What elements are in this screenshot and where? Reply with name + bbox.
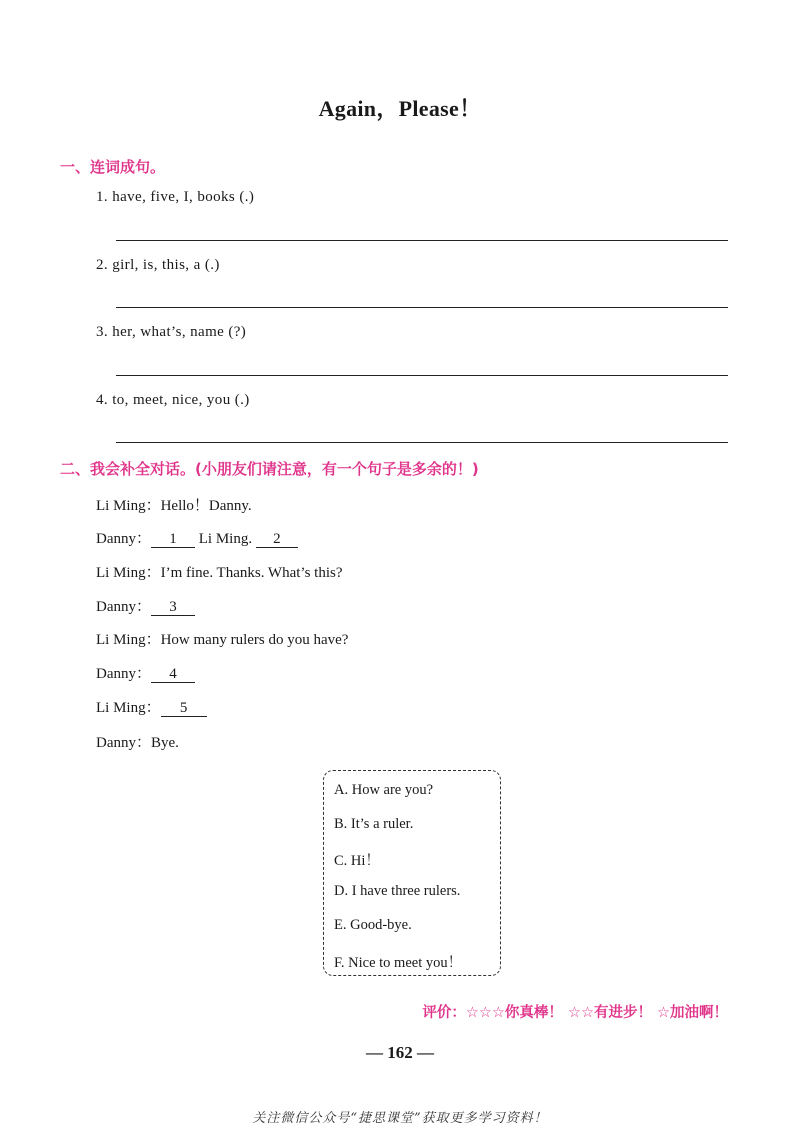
options-box [323,770,501,976]
option-e: E. Good-bye. [334,917,412,933]
dialogue-speaker: Li Ming： [96,700,161,716]
dialogue-line-1: Li Ming：Hello！Danny. [96,498,252,514]
option-d: D. I have three rulers. [334,883,461,899]
answer-line-1[interactable] [116,240,728,241]
dialogue-speaker: Danny： [96,531,151,547]
dialogue-speaker: Danny： [96,666,151,682]
option-f: F. Nice to meet you！ [334,955,463,971]
option-c: C. Hi！ [334,853,380,869]
blank-3[interactable]: 3 [151,599,195,616]
dialogue-speaker: Danny： [96,599,151,615]
page-title: Again，Please！ [318,96,482,121]
answer-line-2[interactable] [116,307,728,308]
question-1: 1. have, five, I, books (.) [96,189,255,205]
blank-2[interactable]: 2 [256,531,298,548]
dialogue-line-2 [96,527,298,548]
question-2: 2. girl, is, this, a (.) [96,257,220,273]
blank-1[interactable]: 1 [151,531,195,548]
option-b: B. It’s a ruler. [334,816,414,832]
page-number: — 162 — [366,1043,434,1062]
option-a: A. How are you? [334,782,434,798]
blank-5[interactable]: 5 [161,700,207,717]
section1-heading: 一、连词成句。 [60,158,166,176]
answer-line-3[interactable] [116,375,728,376]
dialogue-line-5: Li Ming：How many rulers do you have? [96,632,349,648]
dialogue-text: Li Ming. [198,531,253,547]
dialogue-line-3: Li Ming：I’m fine. Thanks. What’s this? [96,565,343,581]
dialogue-line-8: Danny：Bye. [96,735,179,751]
question-3: 3. her, what’s, name (?) [96,324,247,340]
answer-line-4[interactable] [116,442,728,443]
dialogue-line-6 [96,662,195,683]
blank-4[interactable]: 4 [151,666,195,683]
dialogue-line-7 [96,696,207,717]
dialogue-line-4 [96,595,195,616]
section2-heading: 二、我会补全对话。(小朋友们请注意，有一个句子是多余的！) [60,460,479,478]
footer-note: 关注微信公众号“捷思课堂”获取更多学习资料！ [252,1111,548,1126]
question-4: 4. to, meet, nice, you (.) [96,392,250,408]
evaluation-line: 评价：☆☆☆你真棒！ ☆☆有进步！ ☆加油啊！ [422,1005,728,1021]
